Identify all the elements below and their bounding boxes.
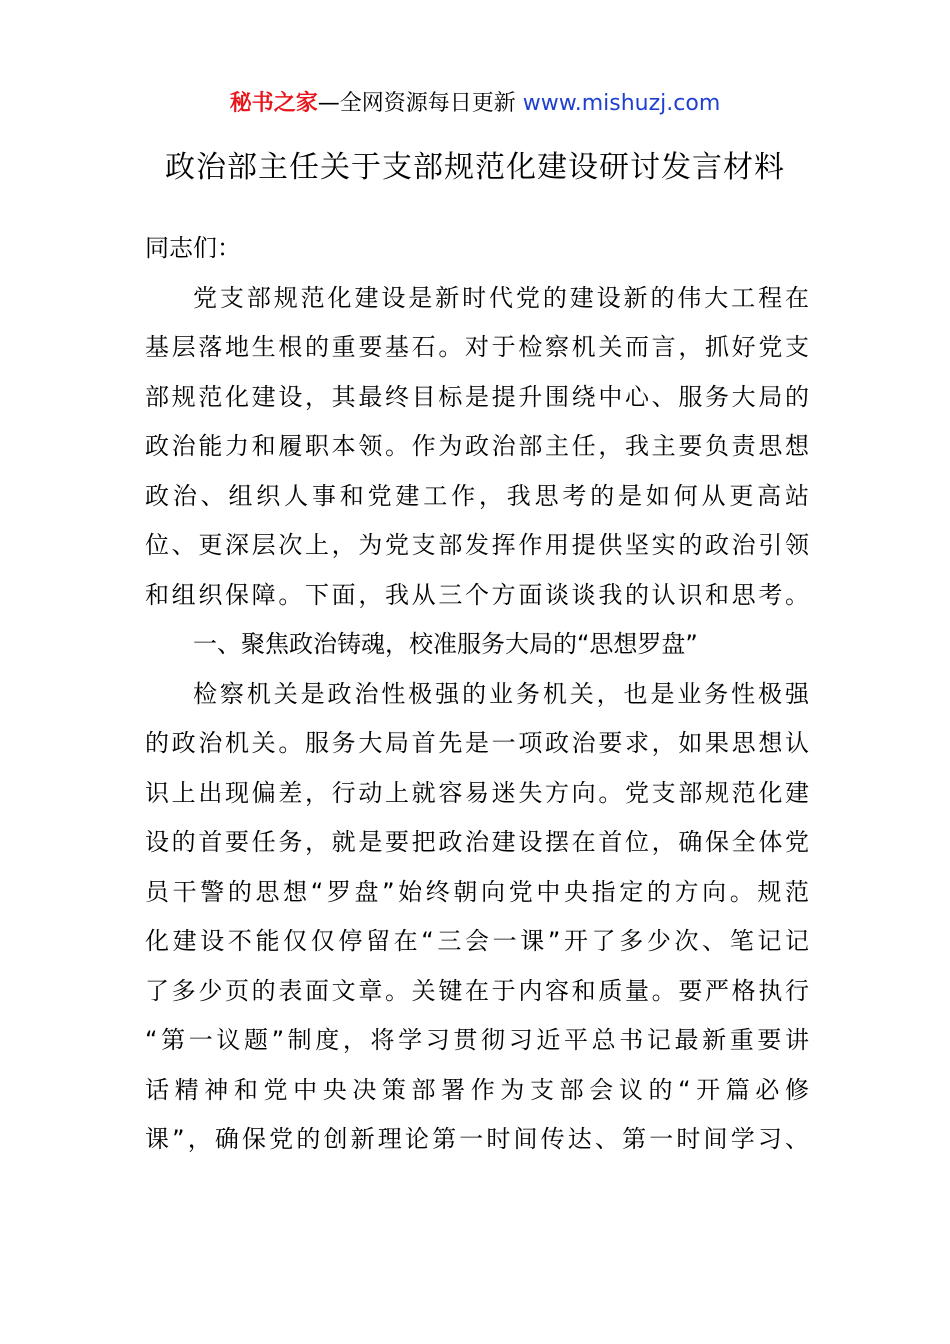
site-brand: 秘书之家 [229,91,318,116]
body-line: 部规范化建设，其最终目标是提升围绕中心、服务大局的 [145,382,809,411]
section-heading: 一、聚焦政治铸魂，校准服务大局的“思想罗盘” [193,630,698,658]
body-line: 政治能力和履职本领。作为政治部主任，我主要负责思想 [145,432,809,460]
body-line: 和组织保障。下面，我从三个方面谈谈我的认识和思考。 [145,580,809,609]
body-line: 检察机关是政治性极强的业务机关，也是业务性极强 [193,679,809,708]
body-line: 政治、组织人事和党建工作，我思考的是如何从更高站 [145,481,809,510]
site-header [0,86,950,122]
body-line: 了多少页的表面文章。关键在于内容和质量。要严格执行 [145,976,809,1005]
salutation-line: 同志们： [145,234,241,262]
site-url-link[interactable]: www.mishuzj.com [522,91,721,116]
body-line: 课”，确保党的创新理论第一时间传达、第一时间学习、 [145,1125,809,1153]
document-body [145,224,809,1165]
body-line: 党支部规范化建设是新时代党的建设新的伟大工程在 [193,283,809,312]
body-line: 设的首要任务，就是要把政治建设摆在首位，确保全体党 [145,828,809,856]
body-line: 员干警的思想“罗盘”始终朝向党中央指定的方向。规范 [145,877,809,906]
body-line: 话精神和党中央决策部署作为支部会议的“开篇必修 [145,1075,809,1104]
document-title: 政治部主任关于支部规范化建设研讨发言材料 [165,150,785,185]
site-tagline: —全网资源每日更新 [317,91,523,116]
body-line: “第一议题”制度，将学习贯彻习近平总书记最新重要讲 [145,1026,809,1054]
body-line: 识上出现偏差，行动上就容易迷失方向。党支部规范化建 [145,778,809,807]
body-line: 化建设不能仅仅停留在“三会一课”开了多少次、笔记记 [145,927,809,955]
body-line: 基层落地生根的重要基石。对于检察机关而言，抓好党支 [145,333,809,361]
body-line: 位、更深层次上，为党支部发挥作用提供坚实的政治引领 [145,531,809,559]
body-line: 的政治机关。服务大局首先是一项政治要求，如果思想认 [145,729,809,757]
